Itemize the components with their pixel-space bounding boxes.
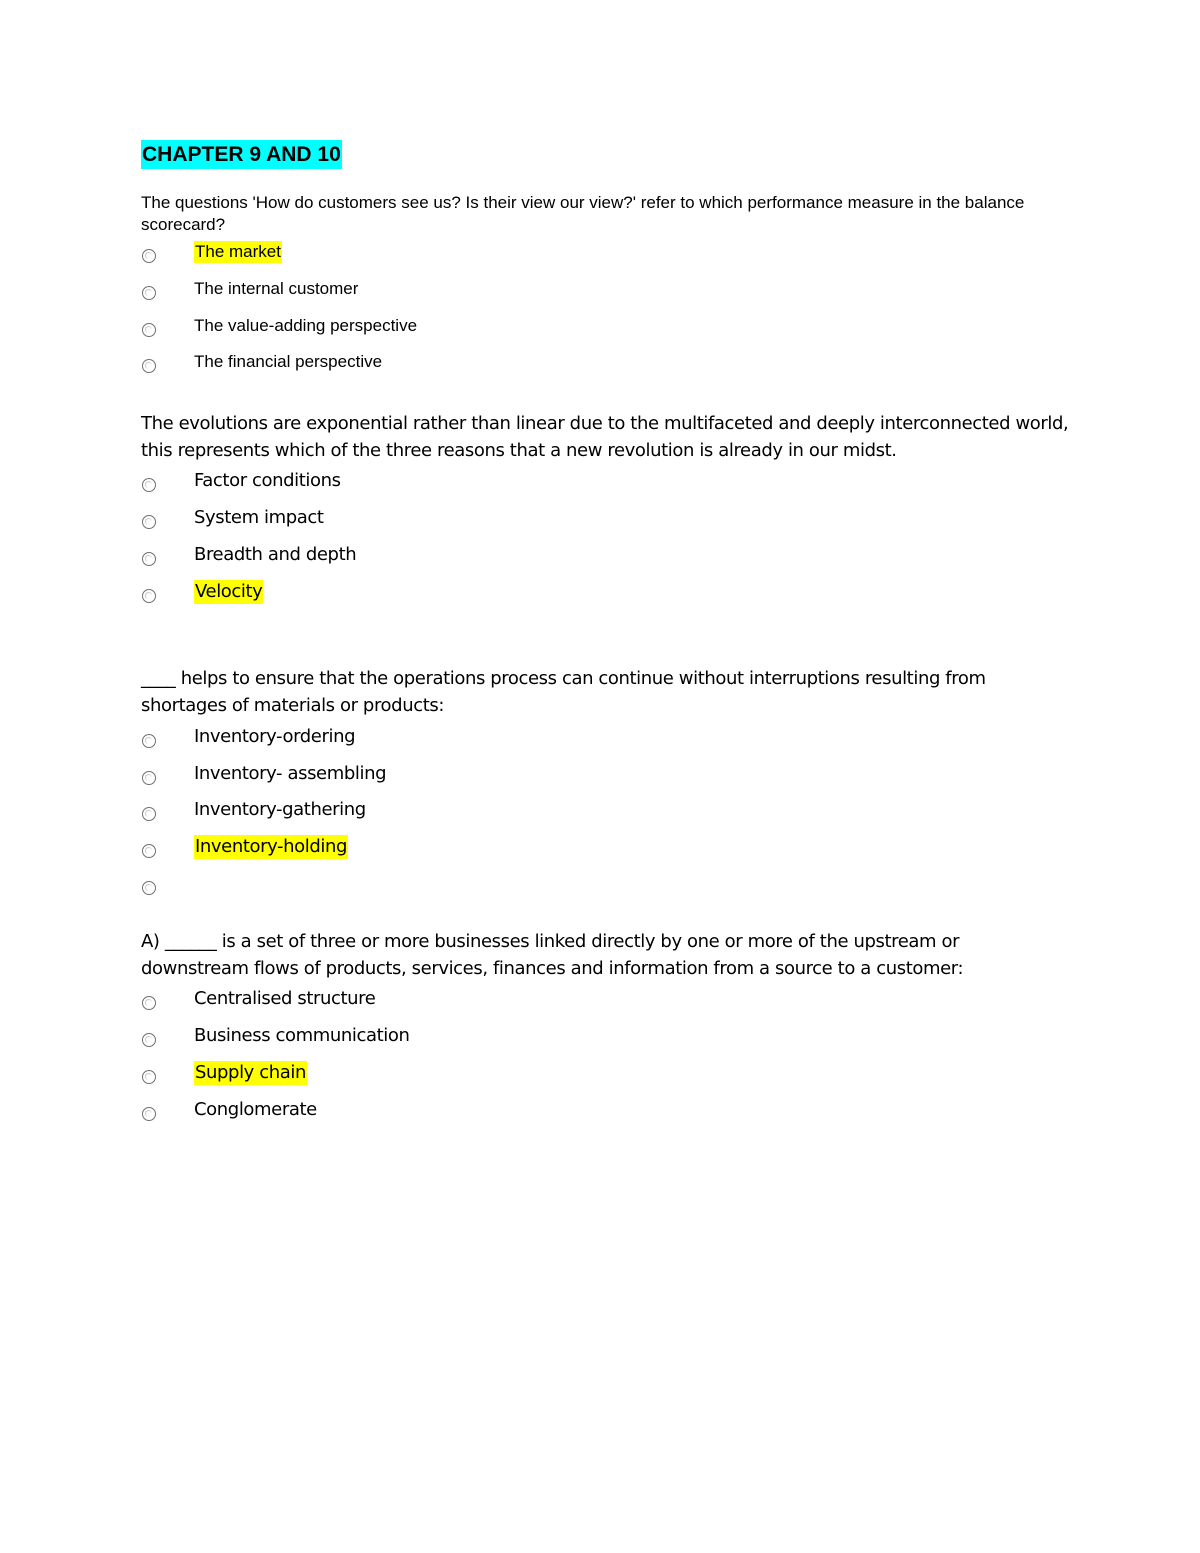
option-label: Business communication [194,1025,410,1046]
option-label: Inventory-gathering [194,799,366,820]
option-label: Supply chain [195,1062,307,1083]
question-4-option-4[interactable] [142,1095,317,1125]
radio-button-icon[interactable] [142,1107,156,1121]
option-label: The market [195,242,281,261]
radio-button-icon[interactable] [142,771,156,785]
radio-button-icon[interactable] [142,1070,156,1084]
question-4-option-3[interactable] [142,1058,307,1088]
radio-button-icon[interactable] [142,359,156,373]
question-2-option-1[interactable] [142,466,341,496]
radio-button-icon[interactable] [142,515,156,529]
question-1-option-4[interactable] [142,347,383,377]
question-3-text: ____ helps to ensure that the operations process can continue without interruptions resulting from shortages of materials or products: [141,668,986,716]
radio-button-icon[interactable] [142,734,156,748]
question-1-option-2[interactable] [142,274,359,304]
option-label: Velocity [195,581,263,602]
option-label: Inventory- assembling [194,763,387,784]
option-label: Factor conditions [194,470,341,491]
radio-button-icon[interactable] [142,286,156,300]
radio-button-icon[interactable] [142,996,156,1010]
radio-button-icon[interactable] [142,589,156,603]
question-2-option-2[interactable] [142,503,324,533]
option-label: The financial perspective [194,352,383,371]
question-2-option-4[interactable] [142,577,263,607]
radio-button-icon[interactable] [142,807,156,821]
radio-button-icon[interactable] [142,249,156,263]
question-3-option-2[interactable] [142,759,387,789]
radio-button-icon[interactable] [142,844,156,858]
option-label: Centralised structure [194,988,376,1009]
radio-button-icon[interactable] [142,881,156,895]
question-1-text: The questions 'How do customers see us? Is their view our view?' refer to which performance measure in the balance scorecard? [141,193,1025,234]
option-label: The internal customer [194,279,359,298]
radio-button-icon[interactable] [142,1033,156,1047]
question-3-option-4[interactable] [142,832,348,862]
radio-button-icon[interactable] [142,478,156,492]
page-title: CHAPTER 9 AND 10 [141,140,342,169]
option-label: Breadth and depth [194,544,357,565]
option-label: Inventory-holding [195,836,348,857]
question-3-option-5[interactable] [142,869,156,899]
option-label: Conglomerate [194,1099,317,1120]
option-label: Inventory-ordering [194,726,356,747]
option-label: The value-adding perspective [194,316,418,335]
question-4-text: A) ______ is a set of three or more businesses linked directly by one or more of the upstream or downstream flows of products, services, finances and information from a source to a customer: [141,931,964,979]
question-2-text: The evolutions are exponential rather than linear due to the multifaceted and deeply interconnected world, this represents which of the three reasons that a new revolution is already in our midst. [141,413,1069,461]
question-4-option-2[interactable] [142,1021,410,1051]
question-4-option-1[interactable] [142,984,376,1014]
question-3-option-1[interactable] [142,722,356,752]
radio-button-icon[interactable] [142,552,156,566]
question-1-option-1[interactable] [142,237,281,267]
radio-button-icon[interactable] [142,323,156,337]
question-1-option-3[interactable] [142,311,418,341]
question-2-option-3[interactable] [142,540,357,570]
question-3-option-3[interactable] [142,795,366,825]
option-label: System impact [194,507,324,528]
